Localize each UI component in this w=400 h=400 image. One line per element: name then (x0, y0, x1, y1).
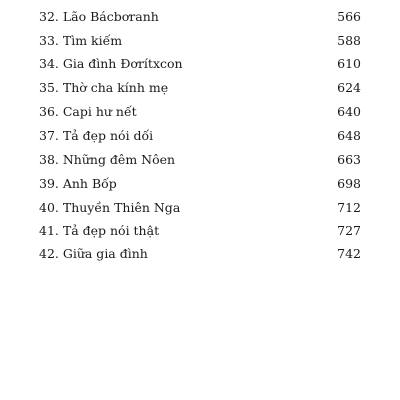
toc-entry-page: 712 (337, 200, 361, 215)
toc-entry-title: 34. Gia đình Đơrítxcon (39, 56, 183, 71)
toc-entry-title: 35. Thờ cha kính mẹ (39, 80, 169, 95)
toc-entry-page: 742 (337, 246, 361, 261)
toc-entry-title: 38. Những đêm Nôen (39, 152, 176, 167)
toc-entry (0, 197, 400, 219)
toc-entry (0, 53, 400, 75)
toc-entry (0, 243, 400, 265)
toc-entry-page: 663 (337, 152, 361, 167)
toc-entry-page: 640 (337, 104, 361, 119)
toc-entry-page: 610 (337, 56, 361, 71)
toc-entry (0, 149, 400, 171)
toc-entry-page: 566 (337, 9, 361, 24)
toc-entry-page: 624 (337, 80, 361, 95)
toc-entry-title: 37. Tả đẹp nói dối (39, 128, 154, 143)
toc-entry-title: 39. Anh Bốp (39, 176, 117, 191)
toc-entry-title: 36. Capi hư nết (39, 104, 137, 119)
toc-entry-title: 40. Thuyền Thiên Nga (39, 200, 181, 215)
toc-entry-page: 588 (337, 33, 361, 48)
toc-entry-title: 42. Giữa gia đình (39, 246, 148, 261)
toc-entry (0, 101, 400, 123)
toc-entry (0, 77, 400, 99)
toc-entry-title: 41. Tả đẹp nói thật (39, 223, 160, 238)
toc-entry-page: 698 (337, 176, 361, 191)
toc-entry-page: 648 (337, 128, 361, 143)
toc-entry (0, 30, 400, 52)
toc-entry (0, 173, 400, 195)
toc-entry (0, 220, 400, 242)
toc-entry-title: 33. Tìm kiếm (39, 33, 123, 48)
toc-entry-page: 727 (337, 223, 361, 238)
toc-entry-title: 32. Lão Bácbơranh (39, 9, 159, 24)
toc-entry (0, 125, 400, 147)
toc-entry (0, 6, 400, 28)
